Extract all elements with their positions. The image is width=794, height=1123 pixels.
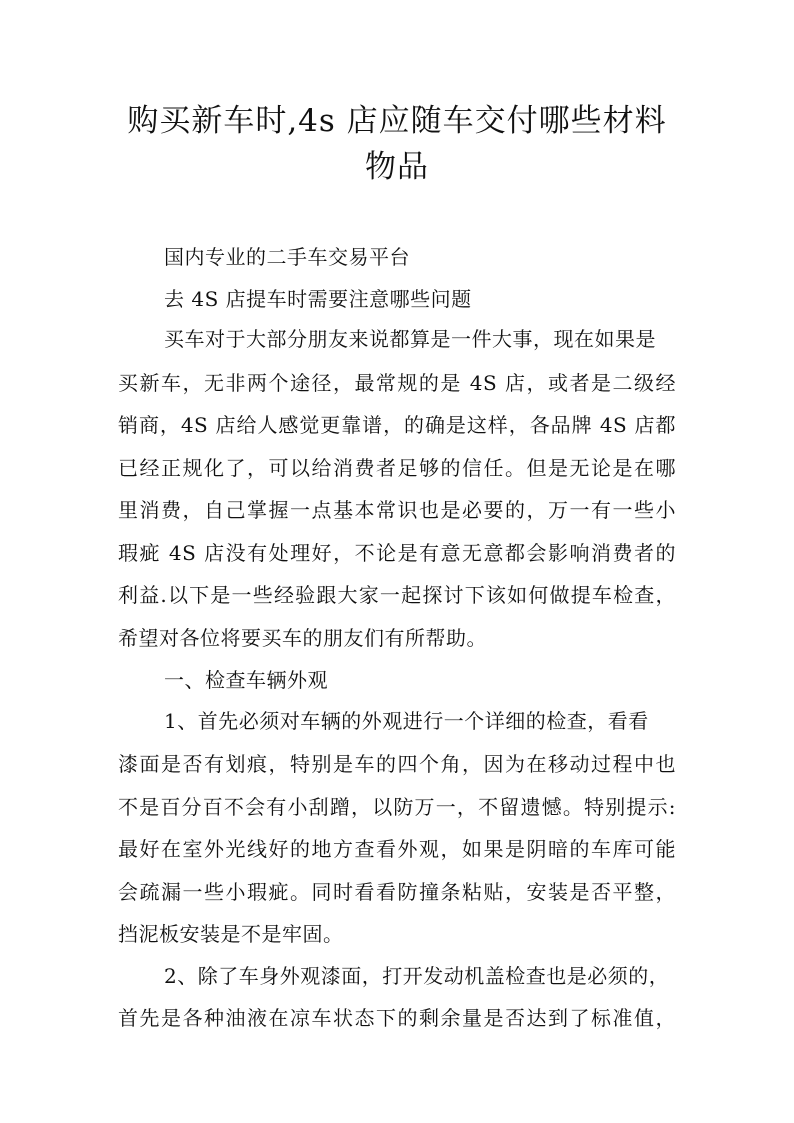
paragraph-line: 瑕疵 4S 店没有处理好，不论是有意无意都会影响消费者的 [118, 541, 676, 565]
subtitle: 国内专业的二手车交易平台 [164, 245, 410, 269]
paragraph-line: 会疏漏一些小瑕疵。同时看看防撞条粘贴，安装是否平整， [118, 880, 676, 904]
paragraph-line: 利益.以下是一些经验跟大家一起探讨下该如何做提车检查， [118, 583, 676, 607]
paragraph-line: 挡泥板安装是不是牢固。 [118, 922, 344, 946]
paragraph-line: 漆面是否有划痕，特别是车的四个角，因为在移动过程中也 [118, 752, 676, 776]
paragraph-line: 已经正规化了，可以给消费者足够的信任。但是无论是在哪 [118, 456, 676, 480]
section-heading: 去 4S 店提车时需要注意哪些问题 [164, 287, 472, 311]
paragraph-line: 买车对于大部分朋友来说都算是一件大事，现在如果是 [164, 327, 656, 351]
paragraph-line: 里消费，自己掌握一点基本常识也是必要的，万一有一些小 [118, 498, 676, 522]
document-title-line-1: 购买新车时,4s 店应随车交付哪些材料 [127, 103, 667, 139]
paragraph-line: 不是百分百不会有小刮蹭，以防万一，不留遗憾。特别提示: [118, 795, 676, 819]
paragraph-line: 最好在室外光线好的地方查看外观，如果是阴暗的车库可能 [118, 837, 676, 861]
section-heading: 一、检查车辆外观 [164, 668, 328, 692]
paragraph-line: 希望对各位将要买车的朋友们有所帮助。 [118, 626, 487, 650]
paragraph-line: 买新车，无非两个途径，最常规的是 4S 店，或者是二级经 [118, 371, 676, 395]
document-title-line-2: 物品 [365, 149, 429, 185]
paragraph-line: 2、除了车身外观漆面，打开发动机盖检查也是必须的， [164, 964, 670, 988]
paragraph-line: 首先是各种油液在凉车状态下的剩余量是否达到了标准值， [118, 1006, 676, 1030]
paragraph-line: 1、首先必须对车辆的外观进行一个详细的检查，看看 [164, 709, 649, 733]
paragraph-line: 销商，4S 店给人感觉更靠谱，的确是这样，各品牌 4S 店都 [118, 413, 676, 437]
